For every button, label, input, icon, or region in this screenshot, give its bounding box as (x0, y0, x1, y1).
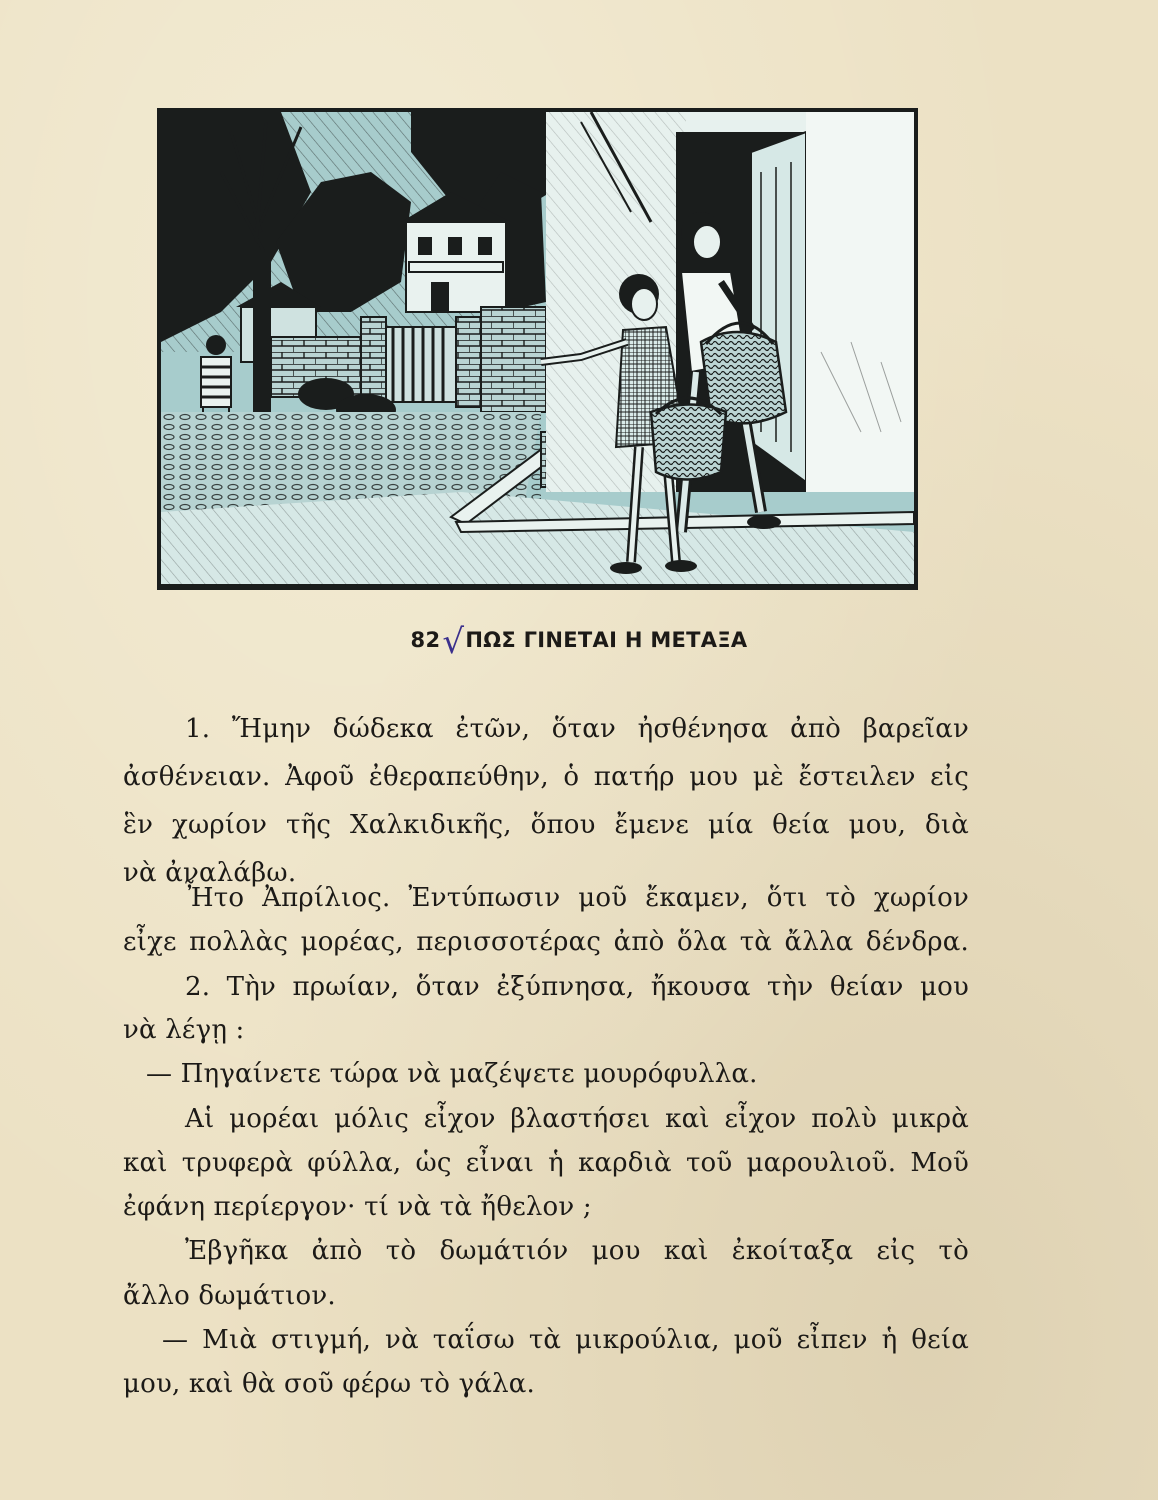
text-line: νὰ ἀναλάβω. (123, 858, 297, 888)
village-scene-image (161, 112, 914, 586)
lesson-title: ΠΩΣ ΓΙΝΕΤΑΙ Η ΜΕΤΑΞΑ (465, 628, 748, 652)
text-line: μου, καὶ θὰ σοῦ φέρω τὸ γάλα. (123, 1369, 536, 1399)
text-line: — Μιὰ στιγμή, νὰ ταΐσω τὰ μικρούλια, μοῦ εἶπεν ἡ θεία (162, 1325, 969, 1355)
text-line: Ἦτο Ἀπρίλιος. Ἐντύπωσιν μοῦ ἔκαμεν, ὅτι τὸ χωρίον (185, 883, 969, 913)
text-line: νὰ λέγῃ : (123, 1015, 245, 1045)
woodcut-illustration (157, 108, 918, 590)
pencil-check-mark: √ (442, 622, 465, 662)
text-line: ἐφάνη περίεργον· τί νὰ τὰ ἤθελον ; (123, 1192, 592, 1222)
text-line: Αἱ μορέαι μόλις εἶχον βλαστήσει καὶ εἶχον πολὺ μικρὰ (185, 1104, 969, 1134)
text-line: ἓν χωρίον τῆς Χαλκιδικῆς, ὅπου ἔμενε μία θεία μου, διὰ (123, 810, 969, 840)
lesson-heading (0, 622, 1158, 662)
text-line: — Πηγαίνετε τώρα νὰ μαζέψετε μουρόφυλλα. (146, 1059, 758, 1089)
text-line: 2. Τὴν πρωίαν, ὅταν ἐξύπνησα, ἤκουσα τὴν θείαν μου (185, 972, 969, 1002)
text-line: ἄλλο δωμάτιον. (123, 1281, 336, 1311)
text-line: Ἐβγῆκα ἀπὸ τὸ δωμάτιόν μου καὶ ἐκοίταξα εἰς τὸ (185, 1236, 969, 1266)
text-line: εἶχε πολλὰς μορέας, περισσοτέρας ἀπὸ ὅλα τὰ ἄλλα δένδρα. (123, 927, 969, 957)
lesson-number: 82 (410, 628, 441, 652)
text-line: ἀσθένειαν. Ἀφοῦ ἐθεραπεύθην, ὁ πατήρ μου μὲ ἔστειλεν εἰς (123, 762, 969, 792)
text-line: 1. Ἤμην δώδεκα ἐτῶν, ὅταν ἠσθένησα ἀπὸ βαρεῖαν (185, 714, 969, 744)
text-line: καὶ τρυφερὰ φύλλα, ὡς εἶναι ἡ καρδιὰ τοῦ μαρουλιοῦ. Μοῦ (123, 1148, 969, 1178)
